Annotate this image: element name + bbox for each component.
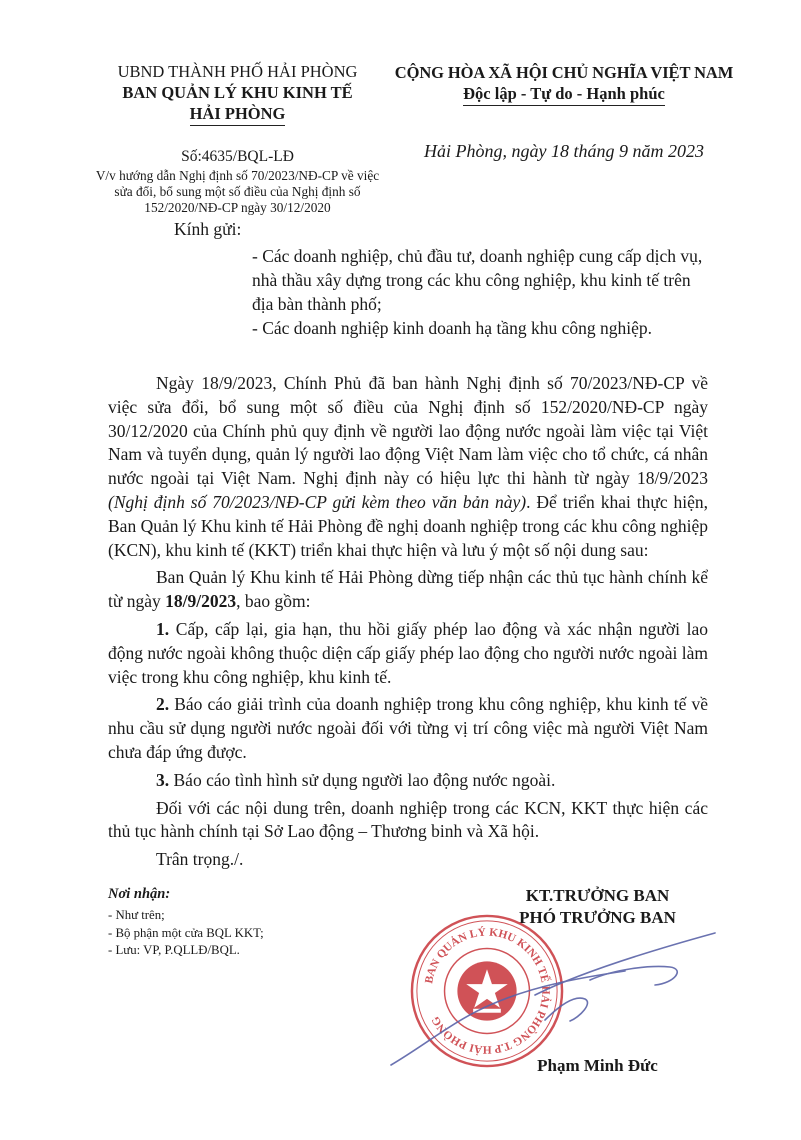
date-line: Hải Phòng, ngày 18 tháng 9 năm 2023 bbox=[424, 141, 704, 161]
document-subject: V/v hướng dẫn Nghị định số 70/2023/NĐ-CP về việc sửa đổi, bổ sung một số điều của Nghị định số 152/2020/NĐ-CP ngày 30/12/2020 bbox=[95, 168, 380, 215]
handwritten-signature-icon bbox=[385, 925, 765, 1075]
intro-italic-note: (Nghị định số 70/2023/NĐ-CP gửi kèm theo văn bản này) bbox=[108, 491, 527, 512]
recipient-list bbox=[252, 244, 707, 340]
recipient-item: - Các doanh nghiệp kinh doanh hạ tầng khu công nghiệp. bbox=[252, 318, 652, 338]
document-number: Số:4635/BQL-LĐ bbox=[181, 148, 294, 165]
document-body bbox=[108, 372, 708, 876]
item-number: 1. bbox=[156, 618, 170, 639]
recipient-item: - Các doanh nghiệp, chủ đầu tư, doanh nghiệp cung cấp dịch vụ, nhà thầu xây dựng trong các khu công nghiệp, khu kinh tế trên địa bàn thành phố; bbox=[252, 246, 703, 314]
national-motto: Độc lập - Tự do - Hạnh phúc bbox=[463, 83, 665, 106]
signer-title: PHÓ TRƯỞNG BAN bbox=[519, 908, 676, 927]
item-number: 2. bbox=[156, 694, 170, 715]
recipients-footer-item: - Lưu: VP, P.QLLĐ/BQL. bbox=[108, 943, 240, 957]
stop-text-end: , bao gồm: bbox=[236, 591, 311, 612]
item-text: Báo cáo tình hình sử dụng người lao động nước ngoài. bbox=[169, 769, 556, 790]
issuer-city: HẢI PHÒNG bbox=[190, 103, 286, 126]
item-text: Cấp, cấp lại, gia hạn, thu hồi giấy phép lao động và xác nhận người lao động nước ngoài không thuộc diện cấp giấy phép lao động cho người nước ngoài làm việc trong khu công nghiệp, khu kinh tế. bbox=[108, 618, 708, 687]
signer-role: KT.TRƯỞNG BAN bbox=[525, 886, 670, 905]
paragraph-instruction: Đối với các nội dung trên, doanh nghiệp trong các KCN, KKT thực hiện các thủ tục hành chính tại Sở Lao động – Thương binh và Xã hội. bbox=[108, 797, 708, 842]
seal-ring-text: BAN QUẢN LÝ KHU KINH TẾ HẢI PHÒNG T.P HẢI PHÒNG bbox=[423, 926, 552, 1056]
list-item-1 bbox=[108, 618, 708, 689]
greeting: Kính gửi: bbox=[174, 219, 242, 239]
issuer-name: BAN QUẢN LÝ KHU KINH TẾ bbox=[122, 83, 353, 102]
intro-text-end: . Để triển khai thực hiện, Ban Quản lý Khu kinh tế Hải Phòng đề nghị doanh nghiệp trong các khu công nghiệp (KCN), khu kinh tế (KKT) triển khai thực hiện và lưu ý một số nội dung sau: bbox=[108, 491, 708, 560]
list-item-2 bbox=[108, 693, 708, 764]
item-text: Báo cáo giải trình của doanh nghiệp trong khu công nghiệp, khu kinh tế về nhu cầu sử dụng người nước ngoài đối với từng vị trí công việc mà người Việt Nam chưa đáp ứng được. bbox=[108, 694, 708, 762]
list-item-3 bbox=[108, 769, 708, 793]
stop-date: 18/9/2023 bbox=[165, 591, 237, 612]
paragraph-intro bbox=[108, 372, 708, 562]
issuer-header bbox=[95, 62, 380, 126]
signer-name: Phạm Minh Đức bbox=[537, 1056, 658, 1075]
recipients-footer-item: - Như trên; bbox=[108, 908, 165, 922]
national-header bbox=[385, 62, 743, 106]
issuer-parent: UBND THÀNH PHỐ HẢI PHÒNG bbox=[117, 62, 358, 81]
recipients-footer-title: Nơi nhận: bbox=[108, 886, 171, 902]
item-number: 3. bbox=[156, 769, 170, 790]
national-title: CỘNG HÒA XÃ HỘI CHỦ NGHĨA VIỆT NAM bbox=[394, 63, 734, 82]
closing: Trân trọng./. bbox=[156, 849, 244, 870]
paragraph-stop-notice bbox=[108, 566, 708, 614]
intro-text: Ngày 18/9/2023, Chính Phủ đã ban hành Nghị định số 70/2023/NĐ-CP về việc sửa đổi, bổ sung một số điều của Nghị định số 152/2020/NĐ-CP ngày 30/12/2020 của Chính phủ quy định về người lao động nước ngoài làm việc tại Việt Nam và tuyển dụng, quản lý người lao động Việt Nam làm việc cho tổ chức, cá nhân nước ngoài tại Việt Nam. Nghị định này có hiệu lực thi hành từ ngày 18/9/2023 bbox=[108, 373, 708, 489]
stop-text: Ban Quản lý Khu kinh tế Hải Phòng dừng tiếp nhận các thủ tục hành chính kể từ ngày bbox=[108, 567, 708, 612]
recipients-footer-item: - Bộ phận một cửa BQL KKT; bbox=[108, 925, 264, 940]
recipients-footer-list bbox=[108, 907, 264, 960]
